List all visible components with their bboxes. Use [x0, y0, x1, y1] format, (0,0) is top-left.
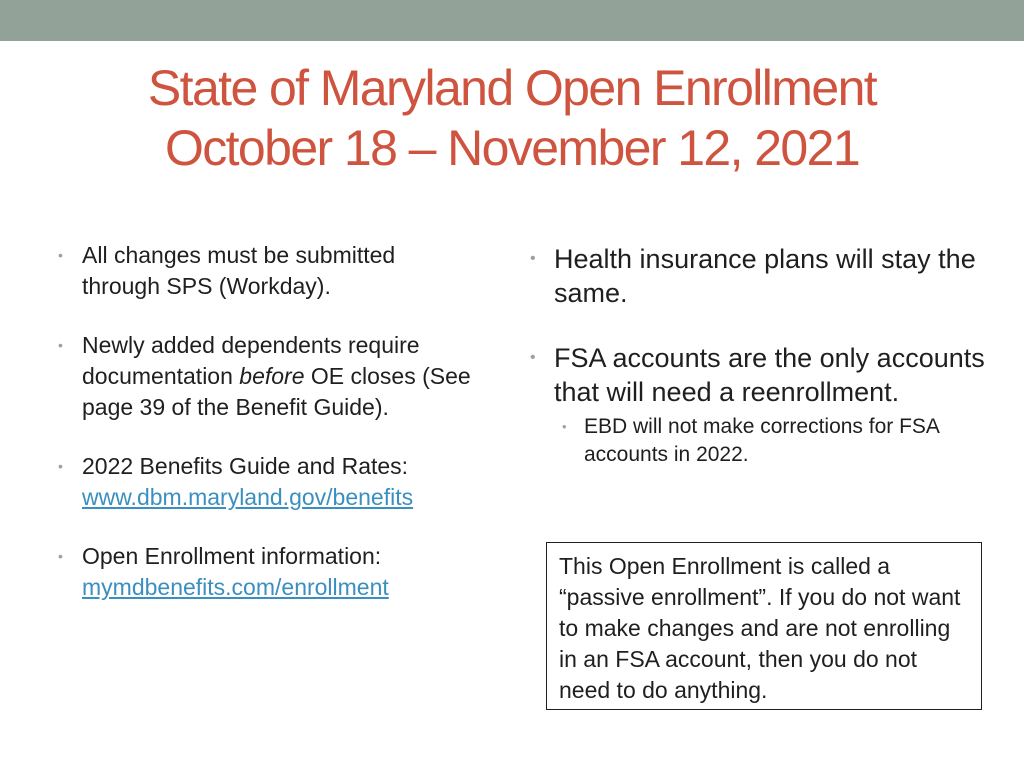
bullet-text: All changes must be submitted through SPS (Workday).: [82, 242, 396, 299]
passive-enrollment-notice: [546, 542, 982, 710]
bullet-sps-workday: [58, 240, 478, 302]
bullet-oe-information: [58, 541, 478, 603]
title-line-2: October 18 – November 12, 2021: [164, 120, 860, 176]
bullet-text: Health insurance plans will stay the same.: [554, 244, 976, 308]
benefits-guide-link[interactable]: www.dbm.maryland.gov/benefits: [82, 484, 414, 510]
bullet-text-emphasis: before: [239, 363, 305, 389]
bullet-benefits-guide: [58, 451, 478, 513]
bullet-text: Open Enrollment information:: [82, 543, 382, 569]
bullet-text-pre: Newly added dependents require documentation: [82, 332, 420, 389]
bullet-dot-icon: •: [58, 337, 63, 353]
bullet-dot-icon: •: [58, 548, 63, 564]
bullet-dot-icon: •: [530, 250, 536, 267]
bullet-dot-icon: •: [530, 349, 536, 366]
bullet-dot-icon: •: [58, 247, 63, 263]
title-line-1: State of Maryland Open Enrollment: [147, 60, 877, 116]
bullet-fsa-reenrollment: [530, 341, 990, 409]
enrollment-info-link[interactable]: mymdbenefits.com/enrollment: [82, 574, 389, 600]
bullet-health-plans: [530, 242, 990, 310]
left-column: [58, 240, 478, 631]
notice-text: This Open Enrollment is called a “passive enrollment”. If you do not want to make changes and are not enrolling in an FSA account, then you do not need to do anything.: [559, 553, 961, 703]
top-accent-bar: [0, 0, 1024, 41]
bullet-text: 2022 Benefits Guide and Rates:: [82, 453, 409, 479]
sub-bullet-ebd-corrections: [556, 413, 990, 469]
bullet-dot-icon: •: [58, 458, 63, 474]
bullet-dot-icon: •: [562, 419, 567, 434]
slide-title: [0, 58, 1024, 178]
bullet-dependents: [58, 330, 478, 423]
right-column: [530, 242, 990, 469]
bullet-text-post: OE closes (See page 39 of the Benefit Guide).: [82, 363, 471, 420]
sub-bullet-text: EBD will not make corrections for FSA accounts in 2022.: [584, 415, 939, 466]
bullet-text: FSA accounts are the only accounts that will need a reenrollment.: [554, 343, 985, 407]
